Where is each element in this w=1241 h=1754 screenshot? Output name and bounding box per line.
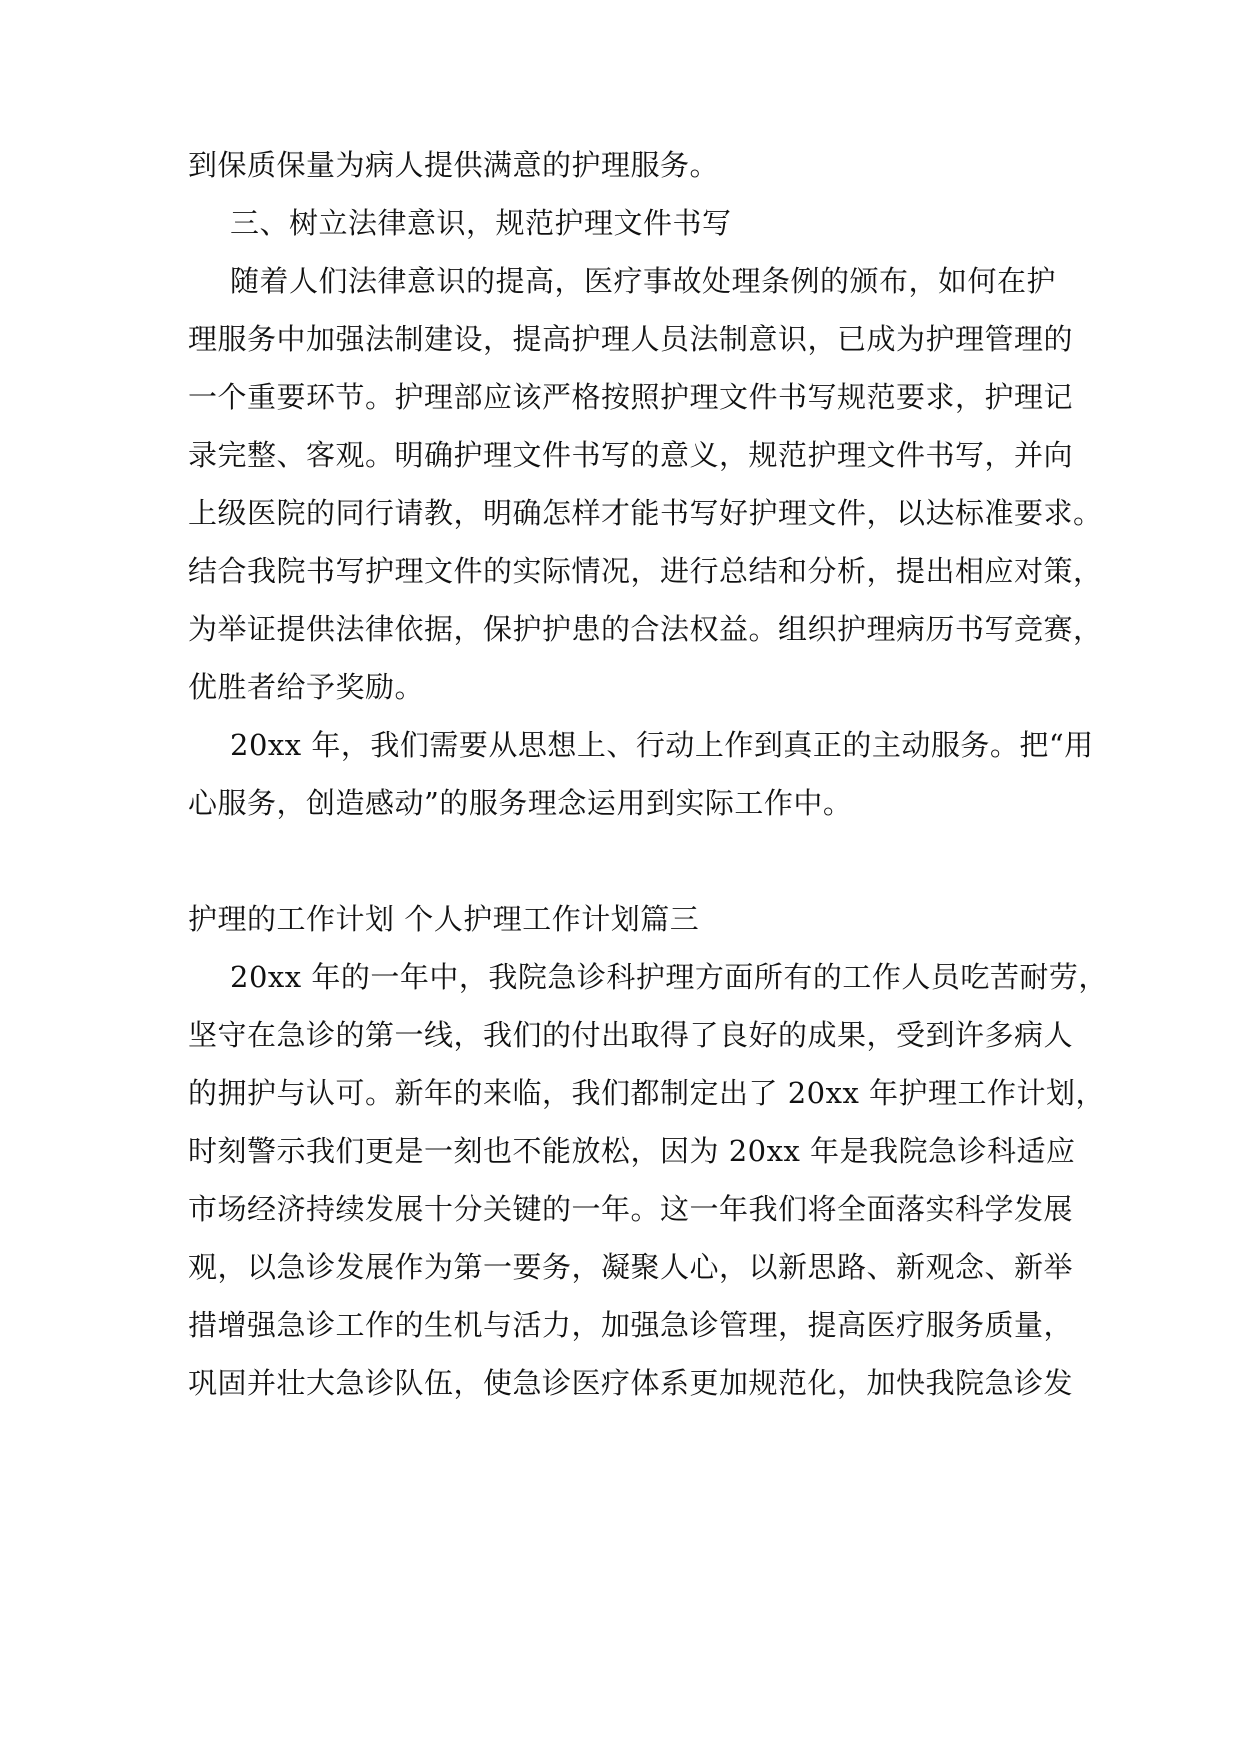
text-line: 观，以急诊发展作为第一要务，凝聚人心，以新思路、新观念、新举 — [188, 1250, 1074, 1284]
text-line: 优胜者给予奖励。 — [188, 670, 425, 704]
text-line: 市场经济持续发展十分关键的一年。这一年我们将全面落实科学发展 — [188, 1192, 1074, 1226]
text-line: 上级医院的同行请教，明确怎样才能书写好护理文件，以达标准要求。 — [188, 496, 1103, 530]
article-title: 护理的工作计划 个人护理工作计划篇三 — [188, 902, 700, 936]
text-line: 结合我院书写护理文件的实际情况，进行总结和分析，提出相应对策， — [188, 554, 1103, 588]
text-line: 时刻警示我们更是一刻也不能放松，因为 20xx 年是我院急诊科适应 — [188, 1134, 1076, 1168]
text-line: 措增强急诊工作的生机与活力，加强急诊管理，提高医疗服务质量， — [188, 1308, 1074, 1342]
text-line: 一个重要环节。护理部应该严格按照护理文件书写规范要求，护理记 — [188, 380, 1074, 414]
text-line: 20xx 年，我们需要从思想上、行动上作到真正的主动服务。把“用 — [230, 728, 1094, 762]
text-line: 的拥护与认可。新年的来临，我们都制定出了 20xx 年护理工作计划， — [188, 1076, 1106, 1110]
text-line: 心服务，创造感动”的服务理念运用到实际工作中。 — [188, 786, 853, 820]
section-heading: 三、树立法律意识，规范护理文件书写 — [230, 206, 732, 240]
text-line: 随着人们法律意识的提高，医疗事故处理条例的颁布，如何在护 — [230, 264, 1057, 298]
text-line: 巩固并壮大急诊队伍，使急诊医疗体系更加规范化，加快我院急诊发 — [188, 1366, 1074, 1400]
text-line: 到保质保量为病人提供满意的护理服务。 — [188, 148, 720, 182]
text-line: 为举证提供法律依据，保护护患的合法权益。组织护理病历书写竞赛， — [188, 612, 1103, 646]
text-line: 理服务中加强法制建设，提高护理人员法制意识，已成为护理管理的 — [188, 322, 1074, 356]
text-line: 20xx 年的一年中，我院急诊科护理方面所有的工作人员吃苦耐劳， — [230, 960, 1108, 994]
text-line: 录完整、客观。明确护理文件书写的意义，规范护理文件书写，并向 — [188, 438, 1074, 472]
text-line: 坚守在急诊的第一线，我们的付出取得了良好的成果，受到许多病人 — [188, 1018, 1074, 1052]
